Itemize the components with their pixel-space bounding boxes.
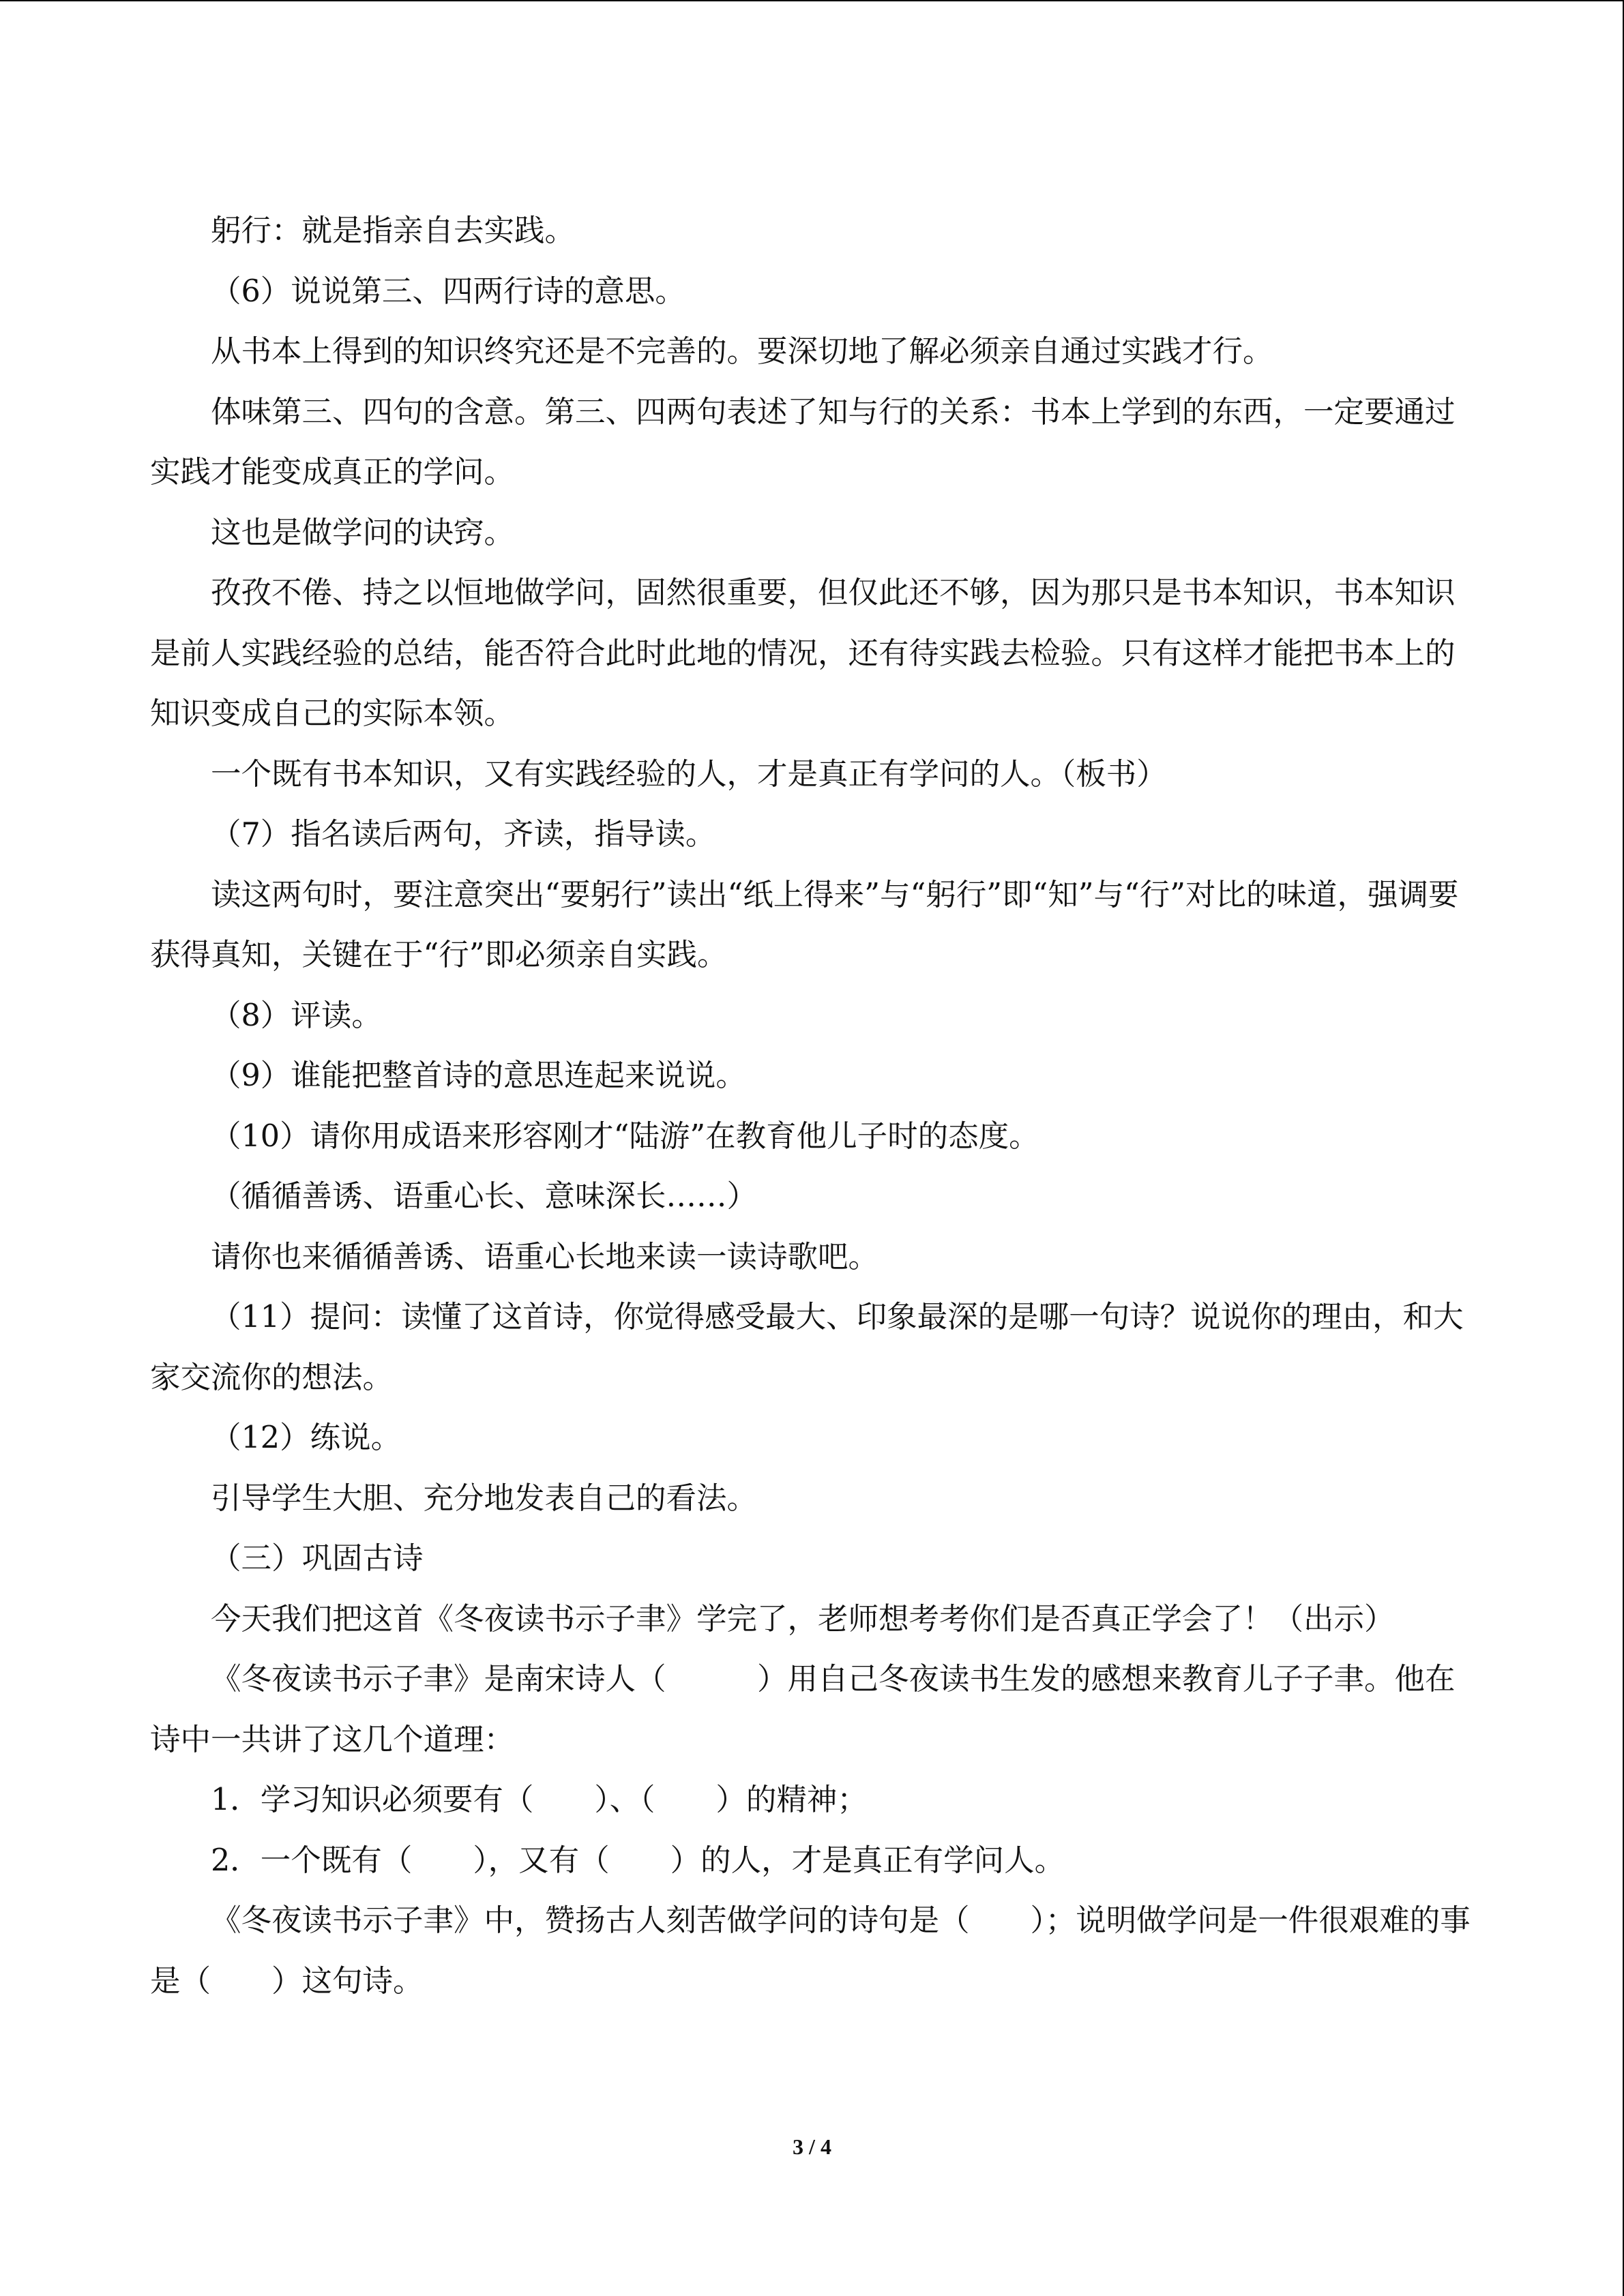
- quiz-question-1: 《冬夜读书示子聿》是南宋诗人（ ）用自己冬夜读书生发的感想来教育儿子子聿。他在诗中一共讲了这几个道理：: [150, 1662, 1456, 1757]
- paragraph-13: （循循善诱、语重心长、意味深长……）: [211, 1179, 758, 1214]
- quiz-item-2: 2．一个既有（ ），又有（ ）的人，才是真正有学问人。: [211, 1843, 1065, 1878]
- section-heading: （三）巩固古诗: [211, 1541, 424, 1576]
- paragraph-12: （10）请你用成语来形容刚才“陆游”在教育他儿子时的态度。: [211, 1118, 1039, 1154]
- document-body: [150, 201, 1483, 2012]
- quiz-item-1: 1．学习知识必须要有（ ）、（ ）的精神；: [211, 1783, 868, 1817]
- paragraph-1: 躬行：就是指亲自去实践。: [211, 213, 576, 248]
- paragraph-8: （7）指名读后两句，齐读，指导读。: [211, 817, 716, 852]
- paragraph-10: （8）评读。: [211, 998, 382, 1033]
- paragraph-4: 体味第三、四句的含意。第三、四两句表述了知与行的关系：书本上学到的东西，一定要通过实践才能变成真正的学问。: [150, 394, 1456, 490]
- paragraph-17: 引导学生大胆、充分地发表自己的看法。: [211, 1480, 758, 1516]
- paragraph-3: 从书本上得到的知识终究还是不完善的。要深切地了解必须亲自通过实践才行。: [211, 334, 1273, 369]
- paragraph-11: （9）谁能把整首诗的意思连起来说说。: [211, 1058, 746, 1093]
- paragraph-16: （12）练说。: [211, 1420, 402, 1455]
- paragraph-15: （11）提问：读懂了这首诗，你觉得感受最大、印象最深的是哪一句诗？说说你的理由，和大家交流你的想法。: [150, 1300, 1464, 1395]
- page-number: 3 / 4: [793, 2134, 831, 2159]
- paragraph-5: 这也是做学问的诀窍。: [211, 515, 515, 550]
- paragraph-6: 孜孜不倦、持之以恒地做学问，固然很重要，但仅此还不够，因为那只是书本知识，书本知识是前人实践经验的总结，能否符合此时此地的情况，还有待实践去检验。只有这样才能把书本上的知识变成自己的实际本领。: [150, 576, 1456, 731]
- paragraph-9: 读这两句时，要注意突出“要躬行”读出“纸上得来”与“躬行”即“知”与“行”对比的味道，强调要获得真知，关键在于“行”即必须亲自实践。: [150, 877, 1459, 972]
- paragraph-2: （6）说说第三、四两行诗的意思。: [211, 273, 685, 309]
- paragraph-14: 请你也来循循善诱、语重心长地来读一读诗歌吧。: [211, 1239, 879, 1274]
- paragraph-7: 一个既有书本知识，又有实践经验的人，才是真正有学问的人。（板书）: [211, 756, 1167, 792]
- quiz-question-2: 《冬夜读书示子聿》中，赞扬古人刻苦做学问的诗句是（ ）；说明做学问是一件很艰难的事是（ ）这句诗。: [150, 1903, 1471, 1999]
- paragraph-19: 今天我们把这首《冬夜读书示子聿》学完了，老师想考考你们是否真正学会了！（出示）: [211, 1601, 1395, 1637]
